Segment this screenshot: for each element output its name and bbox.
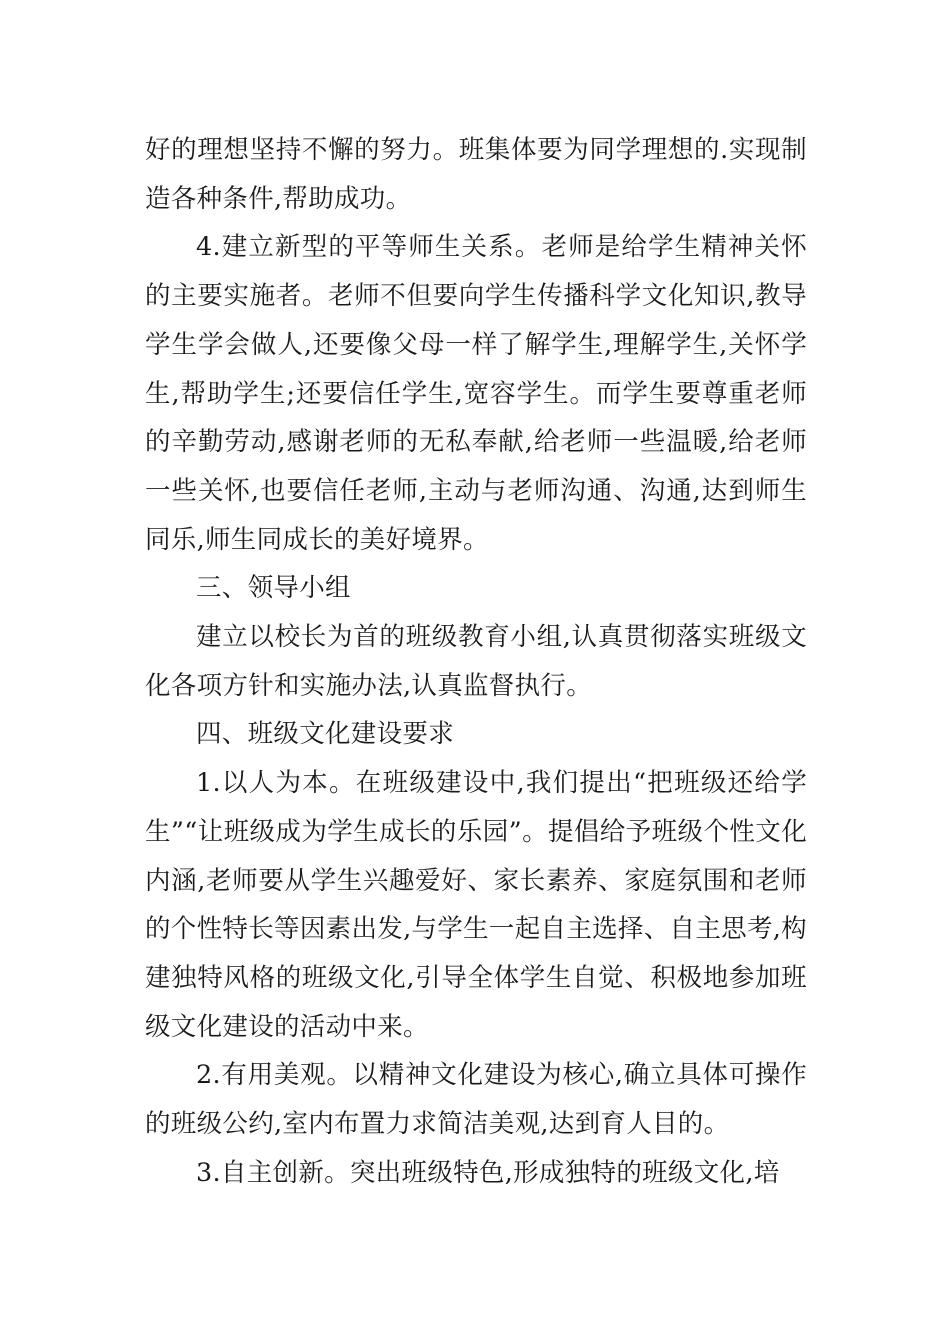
paragraph-practical-aesthetic: 2.有用美观。以精神文化建设为核心,确立具体可操作的班级公约,室内布置力求简洁美观,达到育人目的。 — [145, 1060, 807, 1140]
document-body — [145, 126, 807, 1197]
paragraph-innovation: 3.自主创新。突出班级特色,形成独特的班级文化,培 — [196, 1157, 780, 1188]
paragraph-continuation: 好的理想坚持不懈的努力。班集体要为同学理想的.实现制造各种条件,帮助成功。 — [145, 135, 807, 214]
paragraph-leadership-group: 建立以校长为首的班级教育小组,认真贯彻落实班级文化各项方针和实施办法,认真监督执行。 — [145, 622, 807, 701]
paragraph-teacher-student-relationship: 4.建立新型的平等师生关系。老师是给学生精神关怀的主要实施者。老师不但要向学生传播科学文化知识,教导学生学会做人,还要像父母一样了解学生,理解学生,关怀学生,帮助学生;还要信任学生,宽容学生。而学生要尊重老师的辛勤劳动,感谢老师的无私奉献,给老师一些温暖,给老师一些关怀,也要信任老师,主动与老师沟通、沟通,达到师生同乐,师生同成长的美好境界。 — [145, 232, 807, 555]
paragraph-people-oriented: 1.以人为本。在班级建设中,我们提出“把班级还给学生”“让班级成为学生成长的乐园”。提倡给予班级个性文化内涵,老师要从学生兴趣爱好、家长素养、家庭氛围和老师的个性特长等因素出发,与学生一起自主选择、自主思考,构建独特风格的班级文化,引导全体学生自觉、积极地参加班级文化建设的活动中来。 — [145, 768, 807, 1042]
section-heading-requirements: 四、班级文化建设要求 — [196, 719, 455, 750]
section-heading-leadership-group: 三、领导小组 — [196, 573, 351, 604]
